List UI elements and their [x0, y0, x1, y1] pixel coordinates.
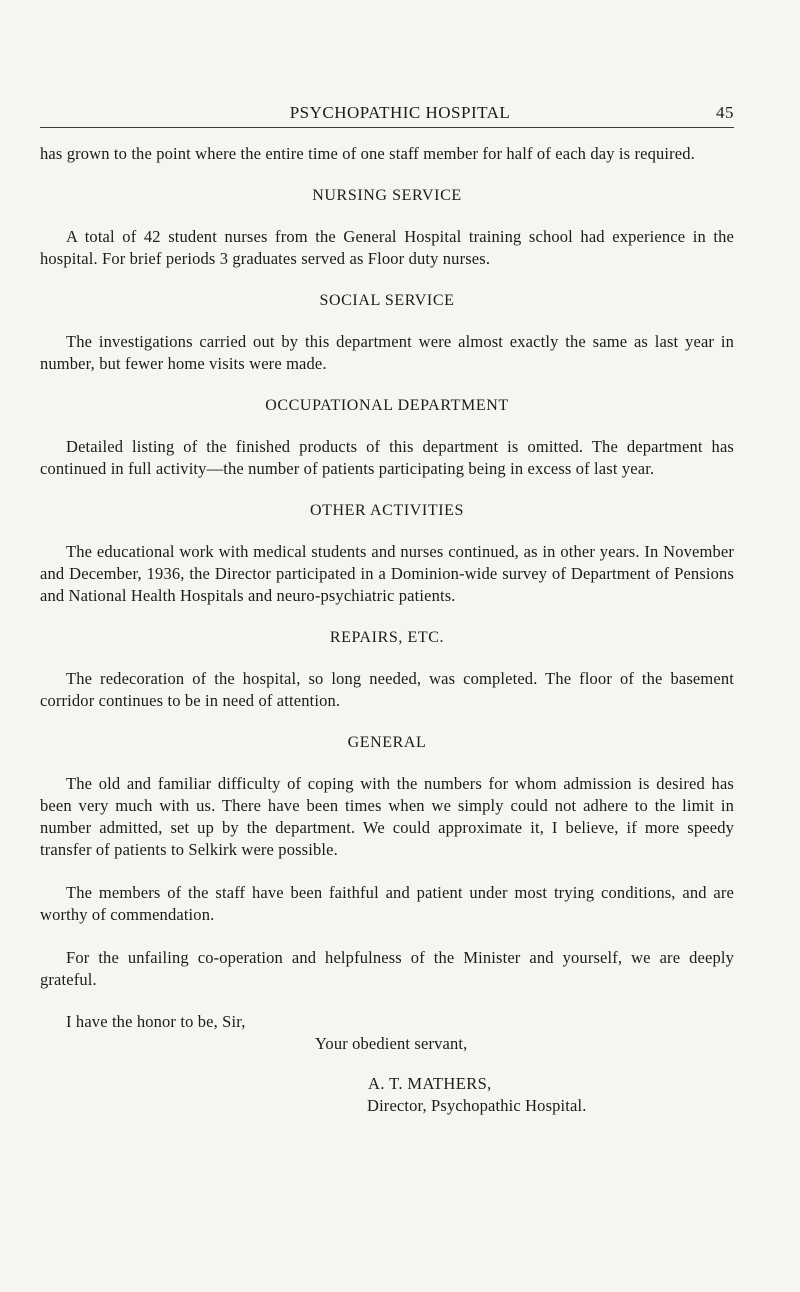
- section-heading: OTHER ACTIVITIES: [309, 502, 465, 519]
- section-heading: OCCUPATIONAL DEPARTMENT: [265, 397, 509, 414]
- section-paragraph: A total of 42 student nurses from the General Hospital training school had experience in the hospital. For brief periods 3 graduates served as Floor duty nurses.: [40, 227, 734, 268]
- header-title: PSYCHOPATHIC HOSPITAL: [289, 103, 511, 122]
- signatory-title: Director, Psychopathic Hospital.: [367, 1096, 587, 1115]
- section-paragraph: The educational work with medical students and nurses continued, as in other years. In November and December, 1936, the Director participated in a Dominion-wide survey of Department of Pensions and National Health Hospitals and neuro-psychiatric patients.: [40, 542, 734, 605]
- section-paragraph: For the unfailing co-operation and helpfulness of the Minister and yourself, we are deeply grateful.: [40, 948, 734, 989]
- section-paragraph: Detailed listing of the finished products of this department is omitted. The department has continued in full activity—the number of patients participating being in excess of last year.: [40, 437, 734, 478]
- complimentary-close: Your obedient servant,: [315, 1034, 468, 1053]
- page-number: 45: [716, 103, 734, 122]
- section-heading: NURSING SERVICE: [312, 187, 462, 204]
- section-paragraph: The investigations carried out by this department were almost exactly the same as last year in number, but fewer home visits were made.: [40, 332, 734, 373]
- section-paragraph: The old and familiar difficulty of coping with the numbers for whom admission is desired has been very much with us. There have been times when we simply could not adhere to the limit in number admitted, set up by the department. We could approximate it, I believe, if more speedy transfer of patients to Selkirk were possible.: [40, 774, 734, 859]
- page-body: [40, 143, 734, 1117]
- section-paragraph: The members of the staff have been faithful and patient under most trying conditions, and are worthy of commendation.: [40, 883, 734, 924]
- section-paragraph: The redecoration of the hospital, so long needed, was completed. The floor of the basement corridor continues to be in need of attention.: [40, 669, 734, 710]
- section-heading: GENERAL: [347, 734, 427, 751]
- signatory-name: A. T. MATHERS,: [368, 1074, 492, 1093]
- section-heading: REPAIRS, ETC.: [329, 629, 445, 646]
- letter-closing: [40, 1011, 734, 1117]
- salutation: I have the honor to be, Sir,: [66, 1012, 246, 1031]
- running-header: [0, 103, 800, 127]
- section-heading: SOCIAL SERVICE: [319, 292, 455, 309]
- intro-paragraph: has grown to the point where the entire time of one staff member for half of each day is required.: [40, 144, 695, 163]
- header-rule: [40, 127, 734, 128]
